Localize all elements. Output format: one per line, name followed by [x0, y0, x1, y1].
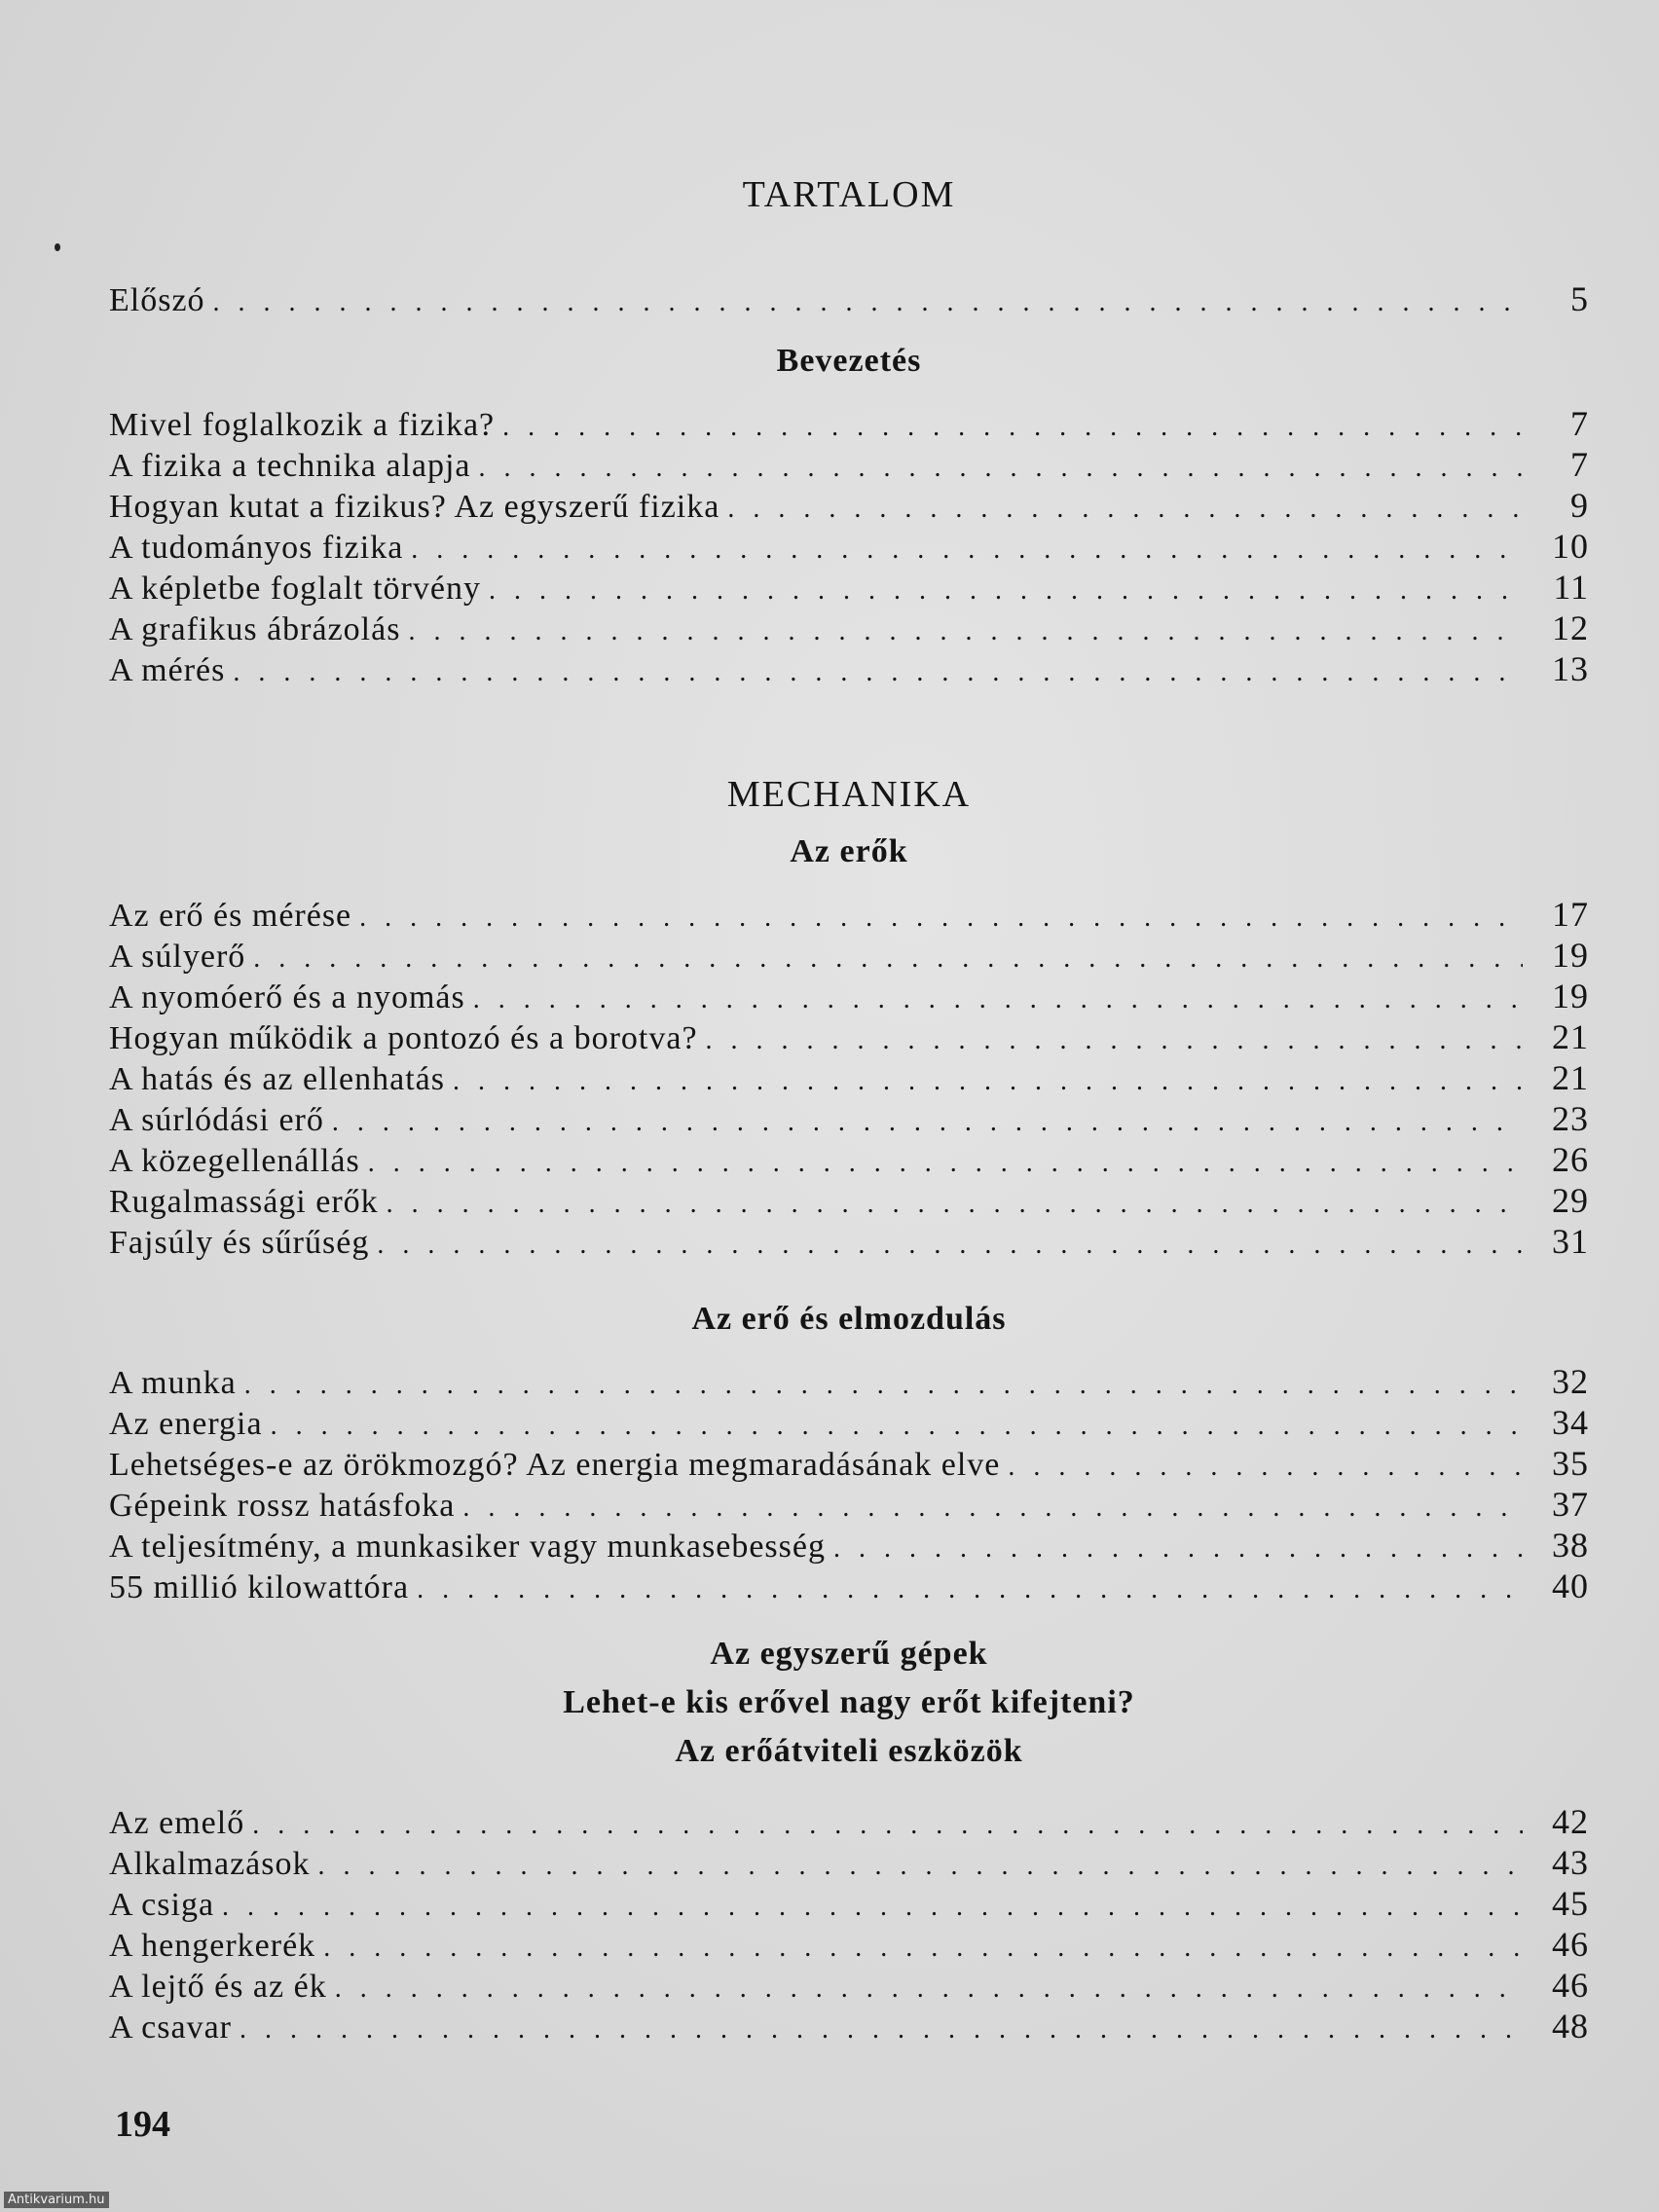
toc-entry: [109, 2006, 1589, 2046]
toc-entry: [109, 1098, 1589, 1139]
toc-entry: [109, 567, 1589, 608]
section-entries-bevezetes: [109, 403, 1589, 689]
toc-entry: [109, 1057, 1589, 1098]
leader-dots: [240, 2009, 1523, 2050]
entry-title: A fizika a technika alapja: [109, 448, 471, 484]
entry-page: 11: [1553, 568, 1589, 607]
entry-page: 21: [1552, 1017, 1589, 1056]
watermark: Antikvarium.hu: [4, 2192, 109, 2208]
entry-title: 55 millió kilowattóra: [109, 1569, 410, 1605]
leader-dots: [377, 1225, 1523, 1266]
entry-title: A munka: [109, 1365, 237, 1401]
toc-entry: [109, 1443, 1589, 1484]
entry-title: A képletbe foglalt törvény: [109, 571, 481, 607]
toc-entry: [109, 444, 1589, 485]
entry-page: 5: [1570, 279, 1589, 318]
entry-title: A közegellenállás: [109, 1143, 360, 1179]
leader-dots: [417, 1569, 1523, 1610]
entry-title: A súrlódási erő: [109, 1102, 324, 1138]
leader-dots: [332, 1102, 1523, 1143]
entry-title: Hogyan működik a pontozó és a borotva?: [109, 1020, 698, 1056]
toc-entry: [109, 403, 1589, 444]
entry-title: Rugalmassági erők: [109, 1184, 379, 1220]
entry-title: Az energia: [109, 1406, 263, 1442]
leader-dots: [479, 448, 1524, 489]
entry-page: 19: [1552, 977, 1589, 1015]
toc-entry: [109, 1566, 1589, 1606]
toc-entry: [109, 608, 1589, 648]
entry-title: A hengerkerék: [109, 1928, 316, 1964]
leader-dots: [473, 979, 1523, 1020]
leader-dots: [253, 939, 1523, 979]
leader-dots: [502, 407, 1523, 448]
entry-page: 42: [1552, 1802, 1589, 1841]
entry-title: A súlyerő: [109, 939, 246, 975]
toc-entry-foreword: [109, 278, 1589, 319]
toc-entry: [109, 1361, 1589, 1402]
toc-entry: [109, 1525, 1589, 1566]
page-number: 194: [115, 2104, 170, 2145]
entry-page: 7: [1570, 404, 1589, 443]
leader-dots: [244, 1365, 1523, 1406]
toc-entry: [109, 1883, 1589, 1924]
toc-entry: [109, 1180, 1589, 1221]
leader-dots: [213, 282, 1523, 323]
entry-page: 19: [1552, 936, 1589, 975]
entry-page: 21: [1552, 1058, 1589, 1097]
entry-page: 12: [1552, 608, 1589, 647]
entry-title: A teljesítmény, a munkasiker vagy munkasebesség: [109, 1529, 826, 1565]
toc-entry: [109, 1965, 1589, 2006]
leader-dots: [318, 1846, 1524, 1887]
entry-page: 7: [1570, 445, 1589, 484]
entry-title: Hogyan kutat a fizikus? Az egyszerű fizika: [109, 489, 720, 525]
entry-title: Az emelő: [109, 1805, 245, 1841]
section-entries-az-erok: [109, 894, 1589, 1262]
leader-dots: [462, 1488, 1523, 1529]
entry-title: Előszó: [109, 282, 205, 318]
section-entries-az-egyszeru-gepek: [109, 1801, 1589, 2046]
entry-title: Alkalmazások: [109, 1846, 311, 1882]
table-of-contents: [109, 166, 1589, 2046]
entry-title: A tudományos fizika: [109, 530, 404, 566]
leader-dots: [387, 1184, 1523, 1225]
entry-page: 9: [1570, 486, 1589, 525]
entry-page: 38: [1552, 1526, 1589, 1565]
entry-page: 34: [1552, 1403, 1589, 1442]
entry-page: 45: [1552, 1884, 1589, 1923]
leader-dots: [1008, 1447, 1523, 1488]
leader-dots: [453, 1061, 1523, 1102]
leader-dots: [233, 652, 1523, 693]
leader-dots: [252, 1805, 1523, 1846]
entry-page: 10: [1552, 527, 1589, 566]
ink-speck: [55, 243, 60, 251]
toc-entry: [109, 648, 1589, 689]
leader-dots: [833, 1529, 1523, 1569]
leader-dots: [359, 898, 1523, 939]
toc-entry: [109, 1801, 1589, 1842]
entry-title: A nyomóerő és a nyomás: [109, 979, 465, 1015]
toc-entry: [109, 1842, 1589, 1883]
leader-dots: [368, 1143, 1523, 1184]
entry-title: A mérés: [109, 652, 226, 688]
section-heading-az-ero-es-elmozdulas: Az erő és elmozdulás: [691, 1301, 1007, 1337]
toc-entry: [109, 1402, 1589, 1443]
leader-dots: [323, 1928, 1523, 1969]
toc-entry: [109, 1016, 1589, 1057]
entry-title: A csavar: [109, 2009, 233, 2046]
leader-dots: [706, 1020, 1523, 1061]
leader-dots: [271, 1406, 1523, 1447]
section-heading-bevezetes: Bevezetés: [776, 343, 922, 379]
entry-page: 13: [1552, 649, 1589, 688]
entry-title: Mivel foglalkozik a fizika?: [109, 407, 496, 443]
toc-entry: [109, 1139, 1589, 1180]
leader-dots: [489, 571, 1523, 611]
toc-entry: [109, 1221, 1589, 1262]
part-heading-mechanika: MECHANIKA: [726, 774, 972, 815]
entry-title: Fajsúly és sűrűség: [109, 1225, 370, 1261]
toc-entry: [109, 894, 1589, 935]
toc-entry: [109, 935, 1589, 976]
toc-entry: [109, 485, 1589, 526]
entry-title: Gépeink rossz hatásfoka: [109, 1488, 456, 1524]
entry-title: Az erő és mérése: [109, 898, 352, 934]
entry-page: 31: [1552, 1222, 1589, 1261]
entry-page: 26: [1552, 1140, 1589, 1179]
entry-page: 37: [1552, 1485, 1589, 1524]
entry-page: 32: [1552, 1362, 1589, 1401]
entry-page: 43: [1552, 1843, 1589, 1882]
leader-dots: [411, 530, 1523, 571]
entry-page: 35: [1552, 1444, 1589, 1483]
toc-heading: TARTALOM: [742, 174, 956, 215]
entry-page: 46: [1552, 1925, 1589, 1964]
entry-page: 29: [1552, 1181, 1589, 1220]
entry-title: Lehetséges-e az örökmozgó? Az energia megmaradásának elve: [109, 1447, 1001, 1483]
entry-title: A grafikus ábrázolás: [109, 611, 401, 647]
section-subheading-eroatviteli: Az erőátviteli eszközök: [675, 1733, 1023, 1769]
section-entries-az-ero-es-elmozdulas: [109, 1361, 1589, 1606]
toc-entry: [109, 526, 1589, 567]
entry-page: 17: [1552, 895, 1589, 934]
entry-page: 48: [1552, 2007, 1589, 2046]
toc-entry: [109, 1484, 1589, 1525]
section-heading-az-erok: Az erők: [790, 833, 908, 869]
entry-title: A hatás és az ellenhatás: [109, 1061, 445, 1097]
leader-dots: [727, 489, 1523, 530]
leader-dots: [335, 1969, 1523, 2009]
entry-page: 23: [1552, 1099, 1589, 1138]
section-subheading-question: Lehet-e kis erővel nagy erőt kifejteni?: [563, 1684, 1135, 1720]
toc-entry: [109, 1924, 1589, 1965]
entry-title: A lejtő és az ék: [109, 1969, 327, 2005]
leader-dots: [222, 1887, 1523, 1928]
entry-title: A csiga: [109, 1887, 215, 1923]
toc-entry: [109, 976, 1589, 1016]
entry-page: 40: [1552, 1567, 1589, 1605]
section-heading-az-egyszeru-gepek: Az egyszerű gépek: [710, 1636, 988, 1672]
leader-dots: [408, 611, 1523, 652]
entry-page: 46: [1552, 1966, 1589, 2005]
